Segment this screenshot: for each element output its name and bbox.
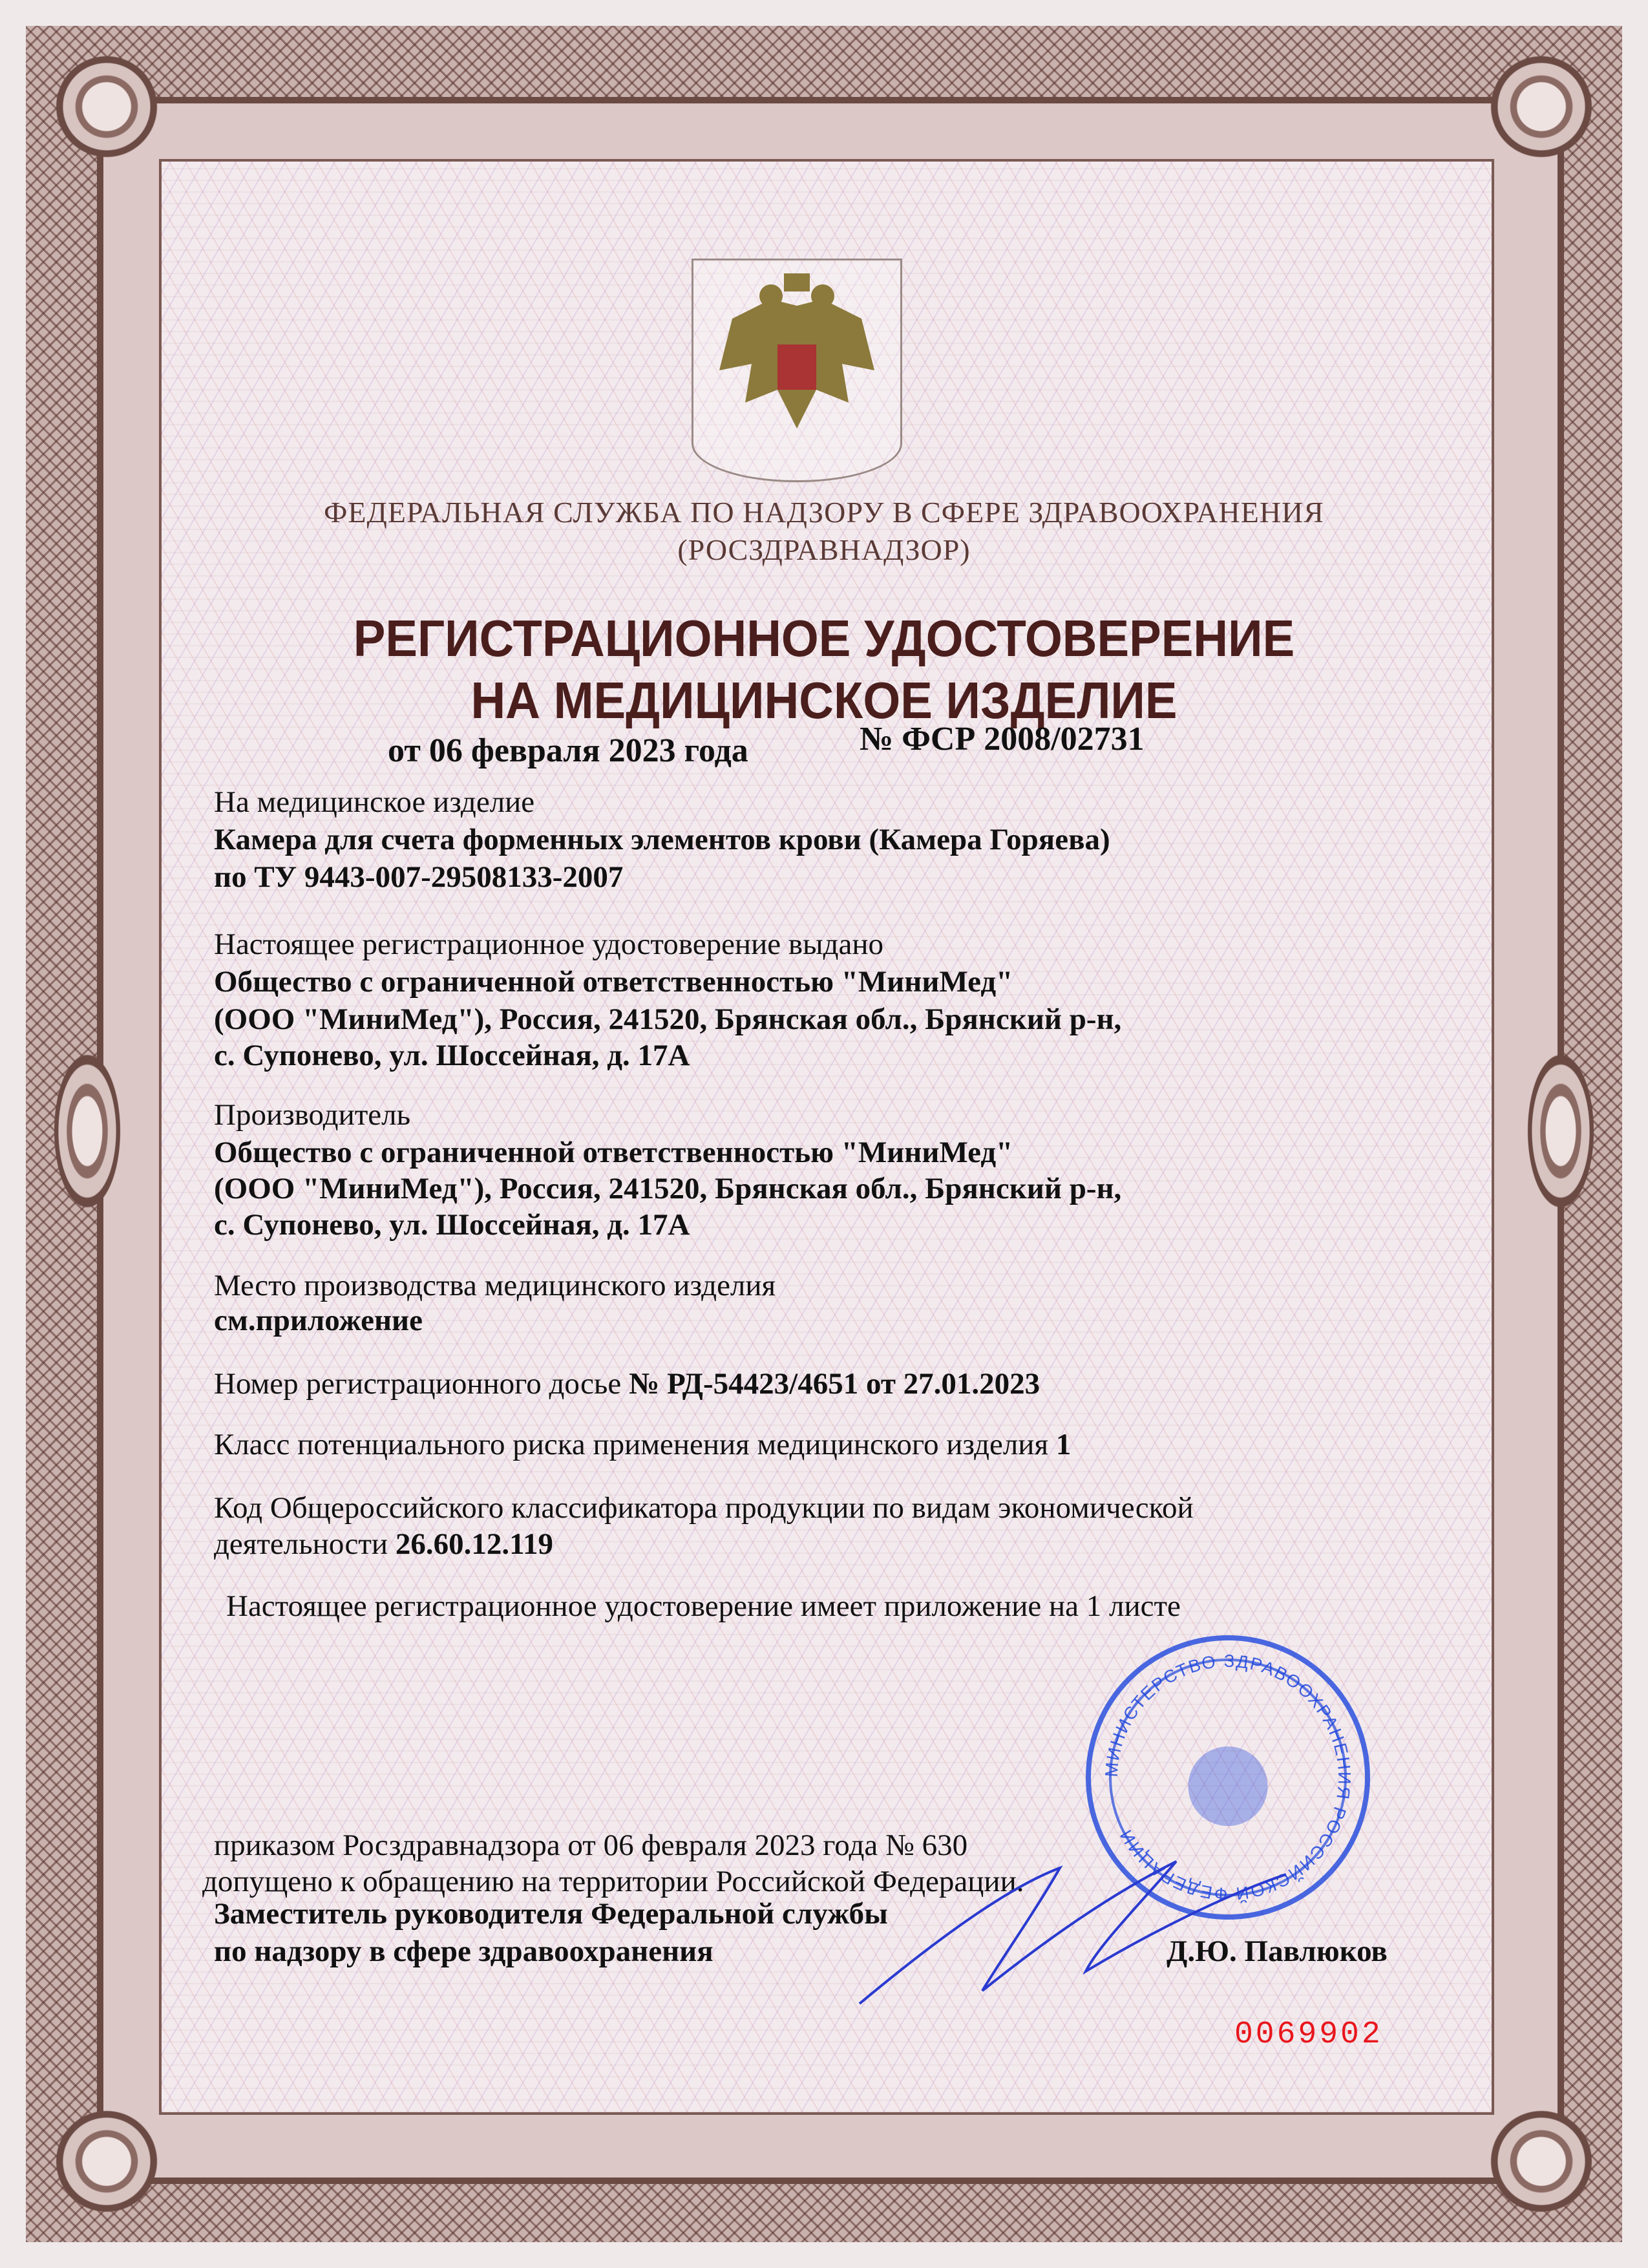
issued-to-label: Настоящее регистрационное удостоверение выдано [214, 927, 884, 961]
device-name: Камера для счета форменных элементов крови (Камера Горяева) [214, 823, 1110, 856]
production-site-label: Место производства медицинского изделия [214, 1269, 776, 1302]
dossier-label: Номер регистрационного досье [214, 1367, 629, 1401]
appendix-note: Настоящее регистрационное удостоверение имеет приложение на 1 листе [226, 1589, 1181, 1623]
okpd-label: Код Общероссийского классификатора продукции по видам экономической [214, 1491, 1194, 1525]
corner-ornament [39, 2093, 174, 2229]
issued-to-line: Общество с ограниченной ответственностью "МиниМед" [214, 965, 1013, 999]
certificate-date: от 06 февраля 2023 года [388, 732, 748, 769]
manufacturer-label: Производитель [214, 1098, 411, 1132]
risk-class-line [214, 1430, 1071, 1460]
risk-class-label: Класс потенциального риска применения медицинского изделия [214, 1428, 1056, 1461]
signatory-name: Д.Ю. Павлюков [1167, 1934, 1388, 1968]
serial-number: 0069902 [1234, 2017, 1383, 2052]
order-line: приказом Росздравнадзора от 06 февраля 2023 года № 630 [214, 1828, 968, 1862]
certificate-title: РЕГИСТРАЦИОННОЕ УДОСТОВЕРЕНИЕ [353, 609, 1295, 667]
signatory-position: по надзору в сфере здравоохранения [214, 1934, 713, 1968]
production-site-value: см.приложение [214, 1304, 423, 1337]
issued-to-line: с. Супонево, ул. Шоссейная, д. 17А [214, 1039, 690, 1072]
agency-short-name: (РОСЗДРАВНАДЗОР) [677, 533, 971, 566]
signatory-position: Заместитель руководителя Федеральной службы [214, 1897, 888, 1931]
risk-class-value: 1 [1055, 1428, 1072, 1461]
coat-of-arms-emblem [692, 259, 902, 482]
certificate-number: № ФСР 2008/02731 [860, 721, 1145, 758]
double-headed-eagle-icon [693, 260, 900, 474]
issued-to-line: (ООО "МиниМед"), Россия, 241520, Брянская обл., Брянский р-н, [214, 1002, 1122, 1036]
dossier-line [214, 1369, 1040, 1399]
corner-ornament [39, 39, 174, 175]
manufacturer-line: Общество с ограниченной ответственностью "МиниМед" [214, 1136, 1013, 1169]
okpd-value: 26.60.12.119 [395, 1527, 553, 1561]
side-ornament [45, 1034, 129, 1228]
device-spec: по ТУ 9443-007-29508133-2007 [214, 860, 624, 894]
manufacturer-line: с. Супонево, ул. Шоссейная, д. 17А [214, 1208, 690, 1242]
device-label: На медицинское изделие [214, 785, 535, 819]
svg-text:МИНИСТЕРСТВО ЗДРАВООХРАНЕНИЯ Р: МИНИСТЕРСТВО ЗДРАВООХРАНЕНИЯ РОССИЙСКОЙ ФЕДЕРАЦИИ [1101, 1650, 1355, 1905]
agency-name: ФЕДЕРАЛЬНАЯ СЛУЖБА ПО НАДЗОРУ В СФЕРЕ ЗДРАВООХРАНЕНИЯ [324, 496, 1324, 529]
side-ornament [1519, 1034, 1603, 1228]
dossier-value: № РД-54423/4651 от 27.01.2023 [628, 1367, 1041, 1401]
okpd-line [214, 1529, 553, 1560]
signature [840, 1810, 1293, 2023]
corner-ornament [1474, 39, 1609, 175]
admitted-line: допущено к обращению на территории Российской Федерации. [202, 1865, 1024, 1898]
okpd-label-2: деятельности [214, 1527, 396, 1561]
certificate-subtitle: НА МЕДИЦИНСКОЕ ИЗДЕЛИЕ [470, 672, 1178, 729]
manufacturer-line: (ООО "МиниМед"), Россия, 241520, Брянская обл., Брянский р-н, [214, 1172, 1122, 1205]
